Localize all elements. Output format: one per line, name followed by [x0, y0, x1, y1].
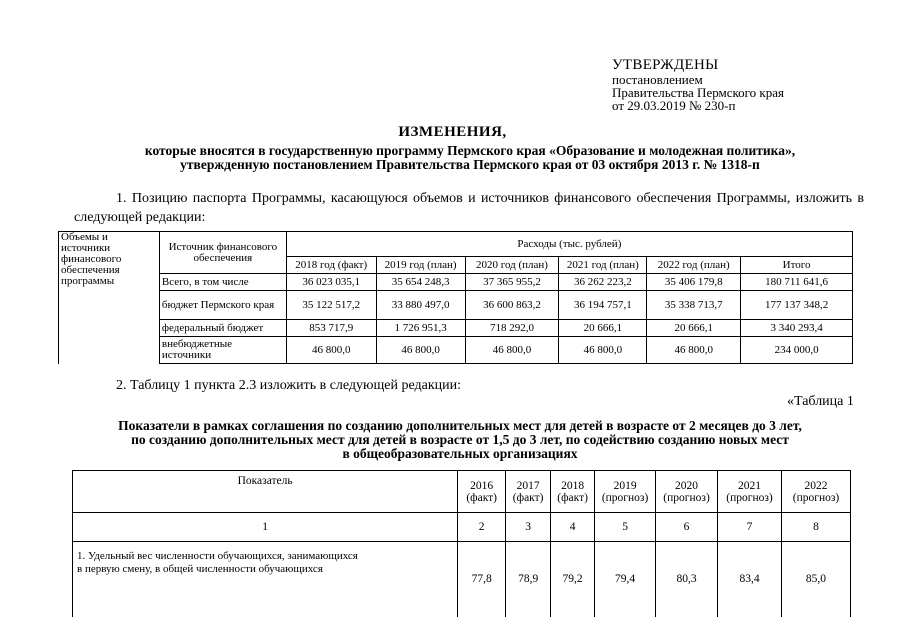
- table-row: [59, 337, 853, 364]
- year-header: [458, 471, 506, 513]
- value-cell: 718 292,0: [465, 320, 559, 337]
- year: 2019: [613, 479, 637, 492]
- value-cell: 177 137 348,2: [741, 291, 853, 320]
- year-kind: (факт): [466, 491, 498, 504]
- value-cell: 37 365 955,2: [465, 274, 559, 291]
- value-cell: 35 122 517,2: [286, 291, 376, 320]
- source-label: внебюджетные источники: [159, 337, 286, 364]
- year-header: Итого: [741, 257, 853, 274]
- year-header: [781, 471, 850, 513]
- year-header: [718, 471, 782, 513]
- source-header-cell: Источник финансового обеспечения: [159, 232, 286, 274]
- value-cell: 36 023 035,1: [286, 274, 376, 291]
- value-cell: 36 194 757,1: [559, 291, 647, 320]
- paragraph-2: 2. Таблицу 1 пункта 2.3 изложить в следующей редакции:: [116, 378, 462, 393]
- value-cell: 20 666,1: [647, 320, 741, 337]
- approval-line: от 29.03.2019 № 230-п: [612, 98, 736, 113]
- document-subtitle: [60, 144, 880, 172]
- year-kind: (прогноз): [601, 491, 649, 504]
- column-number: 4: [551, 513, 595, 542]
- header-row: [73, 471, 851, 513]
- year: 2017: [516, 479, 540, 492]
- column-number-row: [73, 513, 851, 542]
- value-cell: 46 800,0: [559, 337, 647, 364]
- value-cell: 35 338 713,7: [647, 291, 741, 320]
- column-number: 7: [718, 513, 782, 542]
- year: 2018: [561, 479, 585, 492]
- year: 2016: [470, 479, 494, 492]
- subtitle-line: которые вносятся в государственную программу Пермского края «Образование и молодежная политика»,: [144, 143, 796, 158]
- value-cell: 85,0: [781, 542, 850, 617]
- column-number: 6: [656, 513, 718, 542]
- column-number: 3: [506, 513, 551, 542]
- table2-title: [60, 419, 860, 461]
- table2-title-line: Показатели в рамках соглашения по созданию дополнительных мест для детей в возрасте от 2 месяцев до 3 лет,: [118, 418, 802, 433]
- expenses-header-cell: Расходы (тыс. рублей): [286, 232, 852, 257]
- value-cell: 234 000,0: [741, 337, 853, 364]
- year-header: [551, 471, 595, 513]
- value-cell: 46 800,0: [465, 337, 559, 364]
- row-header-cell: Объемы и источники финансового обеспечения программы: [59, 232, 160, 364]
- column-number: 2: [458, 513, 506, 542]
- value-cell: 35 406 179,8: [647, 274, 741, 291]
- year-header: 2022 год (план): [647, 257, 741, 274]
- value-cell: 83,4: [718, 542, 782, 617]
- approval-word: УТВЕРЖДЕНЫ: [612, 57, 719, 73]
- document-title: ИЗМЕНЕНИЯ,: [398, 124, 507, 140]
- table-label: «Таблица 1: [787, 394, 854, 409]
- year-kind: (факт): [512, 491, 544, 504]
- approval-line: Правительства Пермского края: [612, 85, 784, 100]
- value-cell: 36 600 863,2: [465, 291, 559, 320]
- indicators-table: [72, 470, 851, 617]
- value-cell: 853 717,9: [286, 320, 376, 337]
- source-label: бюджет Пермского края: [159, 291, 286, 320]
- year: 2020: [675, 479, 699, 492]
- year-kind: (прогноз): [726, 491, 773, 504]
- value-cell: 80,3: [656, 542, 718, 617]
- source-label: Всего, в том числе: [159, 274, 286, 291]
- value-cell: 79,2: [551, 542, 595, 617]
- value-cell: 1 726 951,3: [376, 320, 465, 337]
- value-cell: 36 262 223,2: [559, 274, 647, 291]
- value-cell: 3 340 293,4: [741, 320, 853, 337]
- value-cell: 20 666,1: [559, 320, 647, 337]
- column-number: 8: [781, 513, 850, 542]
- year-header: 2020 год (план): [465, 257, 559, 274]
- year-kind: (прогноз): [663, 491, 710, 504]
- value-cell: 33 880 497,0: [376, 291, 465, 320]
- table-row: [59, 291, 853, 320]
- year-header: [595, 471, 656, 513]
- table-row: [59, 320, 853, 337]
- indicator-header: Показатель: [73, 471, 458, 513]
- year-kind: (факт): [557, 491, 588, 504]
- approval-line: постановлением: [612, 72, 703, 87]
- paragraph-1: 1. Позицию паспорта Программы, касающуюся объемов и источников финансового обеспечения Программы, изложить в следующей редакции:: [74, 191, 864, 225]
- column-number: 1: [73, 513, 458, 542]
- value-cell: 79,4: [595, 542, 656, 617]
- year: 2022: [804, 479, 828, 492]
- year-header: 2018 год (факт): [286, 257, 376, 274]
- year: 2021: [738, 479, 761, 492]
- table2-title-line: по созданию дополнительных мест для детей в возрасте от 1,5 до 3 лет, по содействию созданию новых мест: [131, 432, 789, 447]
- value-cell: 35 654 248,3: [376, 274, 465, 291]
- value-cell: 180 711 641,6: [741, 274, 853, 291]
- table-row: [73, 542, 851, 617]
- value-cell: 78,9: [506, 542, 551, 617]
- year-header: [656, 471, 718, 513]
- indicator-line: 1. Удельный вес численности обучающихся, занимающихся: [77, 550, 358, 562]
- year-kind: (прогноз): [792, 491, 840, 504]
- year-header: 2021 год (план): [559, 257, 647, 274]
- value-cell: 46 800,0: [647, 337, 741, 364]
- approval-block: [612, 58, 784, 112]
- source-label: федеральный бюджет: [159, 320, 286, 337]
- value-cell: 46 800,0: [376, 337, 465, 364]
- indicator-cell: [73, 542, 458, 617]
- value-cell: 77,8: [458, 542, 506, 617]
- year-header: [506, 471, 551, 513]
- value-cell: 46 800,0: [286, 337, 376, 364]
- table2-title-line: в общеобразовательных организациях: [342, 446, 578, 461]
- subtitle-line: утвержденную постановлением Правительства Пермского края от 03 октября 2013 г. № 1318-п: [180, 157, 760, 172]
- indicator-line: в первую смену, в общей численности обучающихся: [77, 563, 323, 575]
- year-header: 2019 год (план): [376, 257, 465, 274]
- column-number: 5: [595, 513, 656, 542]
- table-row: [59, 274, 853, 291]
- financing-table: [58, 231, 853, 364]
